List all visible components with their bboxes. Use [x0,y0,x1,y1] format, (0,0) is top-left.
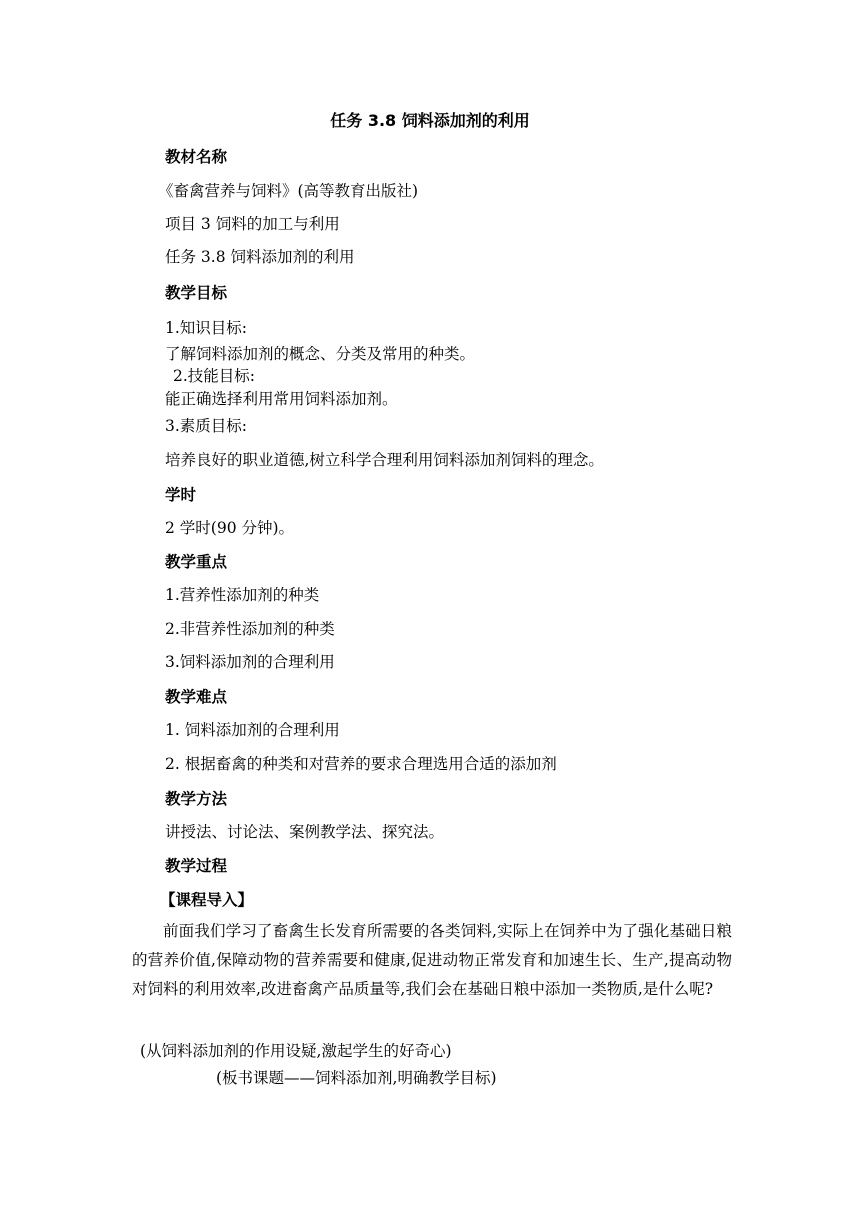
textbook-line: 项目 3 饲料的加工与利用 [165,215,340,233]
objectives-heading: 教学目标 [165,284,228,302]
teaching-note: (板书课题——饲料添加剂,明确教学目标) [216,1069,497,1087]
methods-heading: 教学方法 [165,790,228,808]
page-title: 任务 3.8 饲料添加剂的利用 [330,111,530,130]
hours-text: 2 学时(90 分钟)。 [165,519,295,537]
skill-label: 2.技能目标: [173,367,256,385]
quality-label: 3.素质目标: [165,417,248,435]
difficulties-heading: 教学难点 [165,688,228,706]
difficulty-item: 1. 饲料添加剂的合理利用 [165,721,340,739]
teaching-note: (从饲料添加剂的作用设疑,激起学生的好奇心) [140,1042,452,1060]
process-heading: 教学过程 [165,857,228,875]
intro-paragraph: 前面我们学习了畜禽生长发育所需要的各类饲料,实际上在饲养中为了强化基础日粮的营养价值,保障动物的营养需要和健康,促进动物正常发育和加速生长、生产,提高动物对饲料的利用效率,改进畜禽产品质量等,我们会在基础日粮中添加一类物质,是什么呢? [132,922,732,998]
skill-text: 能正确选择利用常用饲料添加剂。 [165,390,398,408]
methods-text: 讲授法、讨论法、案例教学法、探究法。 [165,823,445,841]
knowledge-text: 了解饲料添加剂的概念、分类及常用的种类。 [165,345,476,363]
hours-heading: 学时 [165,486,197,504]
textbook-heading: 教材名称 [165,148,228,166]
quality-text: 培养良好的职业道德,树立科学合理利用饲料添加剂饲料的理念。 [165,451,604,469]
key-point-item: 2.非营养性添加剂的种类 [165,620,335,638]
textbook-line: 任务 3.8 饲料添加剂的利用 [165,248,355,266]
knowledge-label: 1.知识目标: [165,319,248,337]
intro-heading: 【课程导入】 [160,891,254,909]
textbook-line: 《畜禽营养与饲料》(高等教育出版社) [158,182,419,200]
difficulty-item: 2. 根据畜禽的种类和对营养的要求合理选用合适的添加剂 [165,755,557,773]
key-point-item: 1.营养性添加剂的种类 [165,586,320,604]
key-points-heading: 教学重点 [165,553,228,571]
key-point-item: 3.饲料添加剂的合理利用 [165,653,335,671]
